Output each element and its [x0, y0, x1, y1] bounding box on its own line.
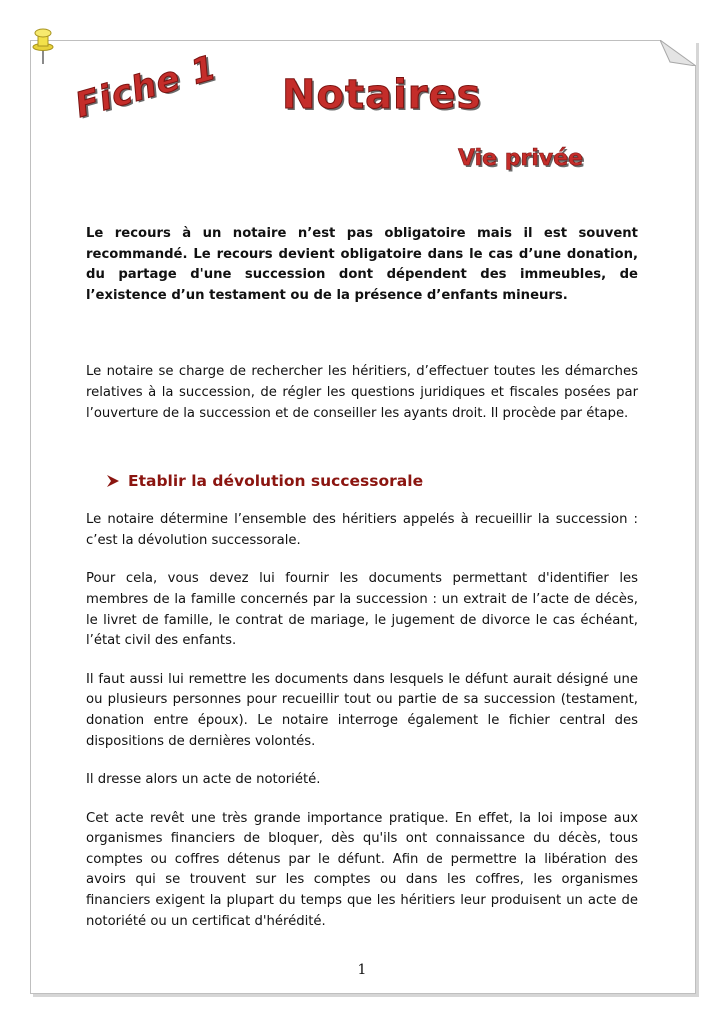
section-paragraph: Il faut aussi lui remettre les documents dans lesquels le défunt aurait désigné une ou plusieurs personnes pour recueillir tout ou partie de sa succession (testament, donation entre époux). Le notaire interroge également le fichier central des dispositions de dernières volontés.	[86, 671, 638, 749]
section-heading	[106, 472, 638, 490]
page-subtitle: Vie privée	[458, 146, 584, 171]
fiche-label: Fiche 1	[70, 47, 222, 126]
arrowhead-bullet-icon	[106, 474, 120, 488]
intro-paragraph: Le recours à un notaire n’est pas obligatoire mais il est souvent recommandé. Le recours devient obligatoire dans le cas d’une donation, du partage d'une succession dont dépendent des immeubles, de l’existence d’un testament ou de la présence d’enfants mineurs.	[86, 226, 638, 303]
document-body	[86, 224, 638, 932]
section-paragraph: Cet acte revêt une très grande importance pratique. En effet, la loi impose aux organismes financiers de bloquer, dès qu'ils ont connaissance du décès, tous comptes ou coffres détenus par le défunt. Afin de permettre la libération des avoirs qui se trouvent sur les comptes ou dans les coffres, les organismes financiers exigent la plupart du temps que les héritiers leur produisent un acte de notoriété ou un certificat d'hérédité.	[86, 810, 638, 929]
section-heading-text: Etablir la dévolution successorale	[128, 472, 424, 491]
notaire-role-paragraph: Le notaire se charge de rechercher les héritiers, d’effectuer toutes les démarches relatives à la succession, de régler les questions juridiques et fiscales posées par l’ouverture de la succession et de conseiller les ayants droit. Il procède par étape.	[86, 364, 638, 421]
page-title: Notaires	[282, 72, 482, 118]
section-paragraph: Il dresse alors un acte de notoriété.	[86, 772, 321, 788]
section-paragraph: Pour cela, vous devez lui fournir les documents permettant d'identifier les membres de la famille concernés par la succession : un extrait de l’acte de décès, le livret de famille, le contrat de mariage, le jugement de divorce le cas échéant, l’état civil des enfants.	[86, 571, 638, 649]
section-paragraph: Le notaire détermine l’ensemble des héritiers appelés à recueillir la succession : c’est la dévolution successorale.	[86, 512, 638, 548]
push-pin-icon	[30, 26, 56, 66]
page-curl-icon	[660, 40, 696, 66]
page-number: 1	[357, 962, 367, 978]
